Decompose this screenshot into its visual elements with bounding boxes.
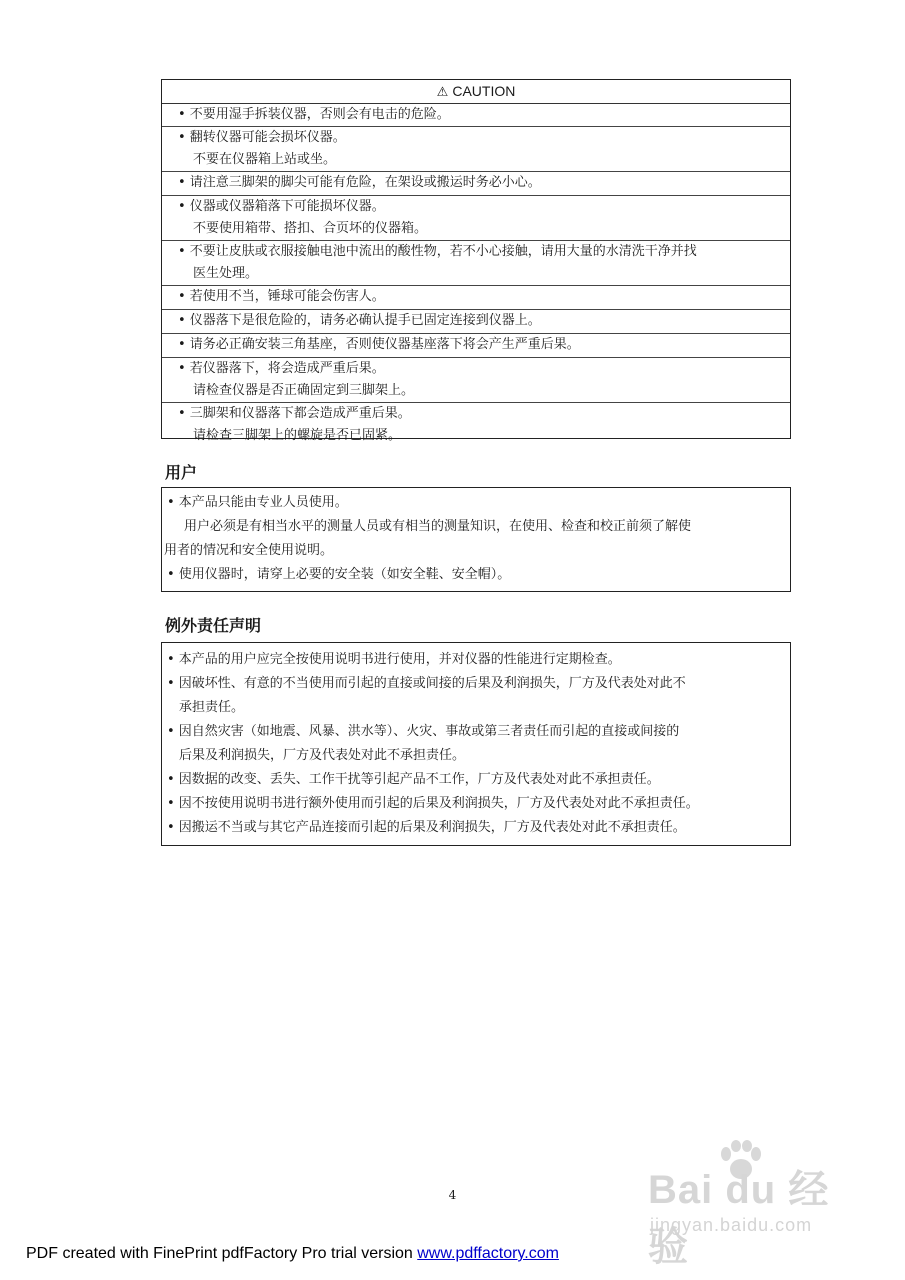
disclaimer-line: • 因搬运不当或与其它产品连接而引起的后果及利润损失，厂方及代表处对此不承担责任。 <box>167 820 686 835</box>
page-number: 4 <box>448 1188 457 1202</box>
disclaimer-line: • 本产品的用户应完全按使用说明书进行使用，并对仪器的性能进行定期检查。 <box>167 652 621 667</box>
disclaimer-line: • 因数据的改变、丢失、工作干扰等引起产品不工作，厂方及代表处对此不承担责任。 <box>167 772 660 787</box>
user-box <box>161 487 791 592</box>
watermark-url: jingyan.baidu.com <box>650 1215 813 1235</box>
caution-row: • 三脚架和仪器落下都会造成严重后果。 请检查三脚架上的螺旋是否已固紧。 <box>178 406 411 443</box>
baidu-logo-text: Bai du 经验 <box>648 1168 830 1269</box>
caution-row: • 仪器落下是很危险的，请务必确认提手已固定连接到仪器上。 <box>162 310 790 334</box>
baidu-watermark <box>640 1140 870 1269</box>
disclaimer-line: 承担责任。 <box>179 700 245 715</box>
pdffactory-link[interactable]: www.pdffactory.com <box>417 1245 559 1262</box>
user-section-title: 用户 <box>165 463 198 482</box>
caution-box <box>161 79 791 443</box>
user-line: • 使用仪器时，请穿上必要的安全装（如安全鞋、安全帽）。 <box>167 567 511 582</box>
caution-row: • 不要让皮肤或衣服接触电池中流出的酸性物，若不小心接触，请用大量的水清洗干净并找 医生处理。 <box>162 241 790 286</box>
disclaimer-line: 后果及利润损失，厂方及代表处对此不承担责任。 <box>179 748 466 763</box>
caution-row: • 不要用湿手拆装仪器，否则会有电击的危险。 <box>162 104 790 127</box>
disclaimer-line: • 因破坏性、有意的不当使用而引起的直接或间接的后果及利润损失，厂方及代表处对此不 <box>167 676 686 691</box>
caution-row: • 请注意三脚架的脚尖可能有危险，在架设或搬运时务必小心。 <box>162 172 790 196</box>
footer-text: PDF created with FinePrint pdfFactory Pro trial version <box>26 1245 418 1262</box>
user-line: 用者的情况和安全使用说明。 <box>164 543 334 558</box>
warning-triangle-icon: ⚠ <box>436 84 449 99</box>
caution-row: • 仪器或仪器箱落下可能损坏仪器。 不要使用箱带、搭扣、合页坏的仪器箱。 <box>162 196 790 241</box>
caution-title: CAUTION <box>452 83 516 99</box>
caution-header <box>162 80 790 104</box>
pdf-footer <box>26 1245 559 1263</box>
user-line: 用户必须是有相当水平的测量人员或有相当的测量知识，在使用、检查和校正前须了解使 <box>184 519 692 534</box>
disclaimer-line: • 因自然灾害（如地震、风暴、洪水等）、火灾、事故或第三者责任而引起的直接或间接的 <box>167 724 680 739</box>
user-line: • 本产品只能由专业人员使用。 <box>167 495 348 510</box>
caution-row: • 翻转仪器可能会损坏仪器。 不要在仪器箱上站或坐。 <box>162 127 790 172</box>
caution-row: • 若使用不当，锤球可能会伤害人。 <box>162 286 790 310</box>
caution-row: • 请务必正确安装三角基座，否则使仪器基座落下将会产生严重后果。 <box>162 334 790 358</box>
caution-row: • 若仪器落下，将会造成严重后果。 请检查仪器是否正确固定到三脚架上。 <box>162 358 790 403</box>
disclaimer-box <box>161 642 791 846</box>
disclaimer-section-title: 例外责任声明 <box>165 616 262 635</box>
disclaimer-line: • 因不按使用说明书进行额外使用而引起的后果及利润损失，厂方及代表处对此不承担责任。 <box>167 796 699 811</box>
